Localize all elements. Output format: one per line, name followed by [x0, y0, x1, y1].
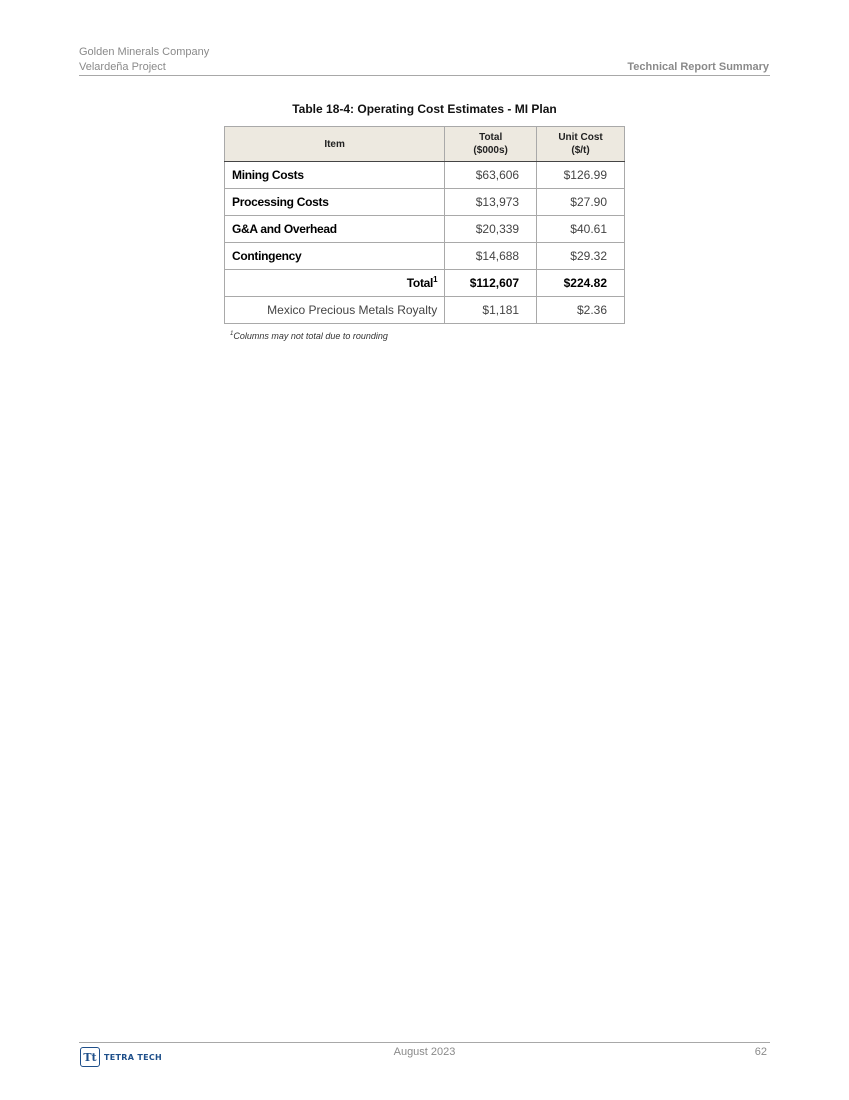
logo-text: TETRA TECH	[104, 1052, 163, 1062]
table-title: Table 18-4: Operating Cost Estimates - MI Plan	[292, 102, 557, 116]
table-row	[225, 162, 625, 189]
total-amount: $112,607	[445, 270, 537, 297]
operating-cost-table	[224, 126, 625, 324]
row-item: Contingency	[225, 243, 445, 270]
footnote-text: Columns may not total due to rounding	[233, 331, 388, 341]
total-row	[225, 270, 625, 297]
table-header-row	[225, 127, 625, 162]
report-type: Technical Report Summary	[627, 61, 769, 73]
column-header-unit-line2: ($/t)	[571, 145, 590, 156]
row-total: $20,339	[445, 216, 537, 243]
row-item: Mining Costs	[225, 162, 445, 189]
column-header-total	[445, 127, 537, 162]
header-left	[79, 45, 209, 74]
project-name: Velardeña Project	[79, 60, 166, 73]
table-row	[225, 243, 625, 270]
column-header-unit-line1: Unit Cost	[558, 132, 603, 143]
footer-divider	[79, 1042, 770, 1043]
row-unit-cost: $40.61	[537, 216, 625, 243]
row-unit-cost: $27.90	[537, 189, 625, 216]
column-header-total-line1: Total	[479, 132, 503, 143]
table-row	[225, 216, 625, 243]
column-header-unit-cost	[537, 127, 625, 162]
column-header-item: Item	[225, 127, 445, 162]
page-number: 62	[754, 1046, 767, 1058]
row-unit-cost: $29.32	[537, 243, 625, 270]
total-footnote-marker: 1	[433, 275, 438, 284]
total-unit-cost: $224.82	[537, 270, 625, 297]
table-row	[225, 189, 625, 216]
royalty-total: $1,181	[445, 297, 537, 324]
table-footnote	[230, 331, 388, 341]
total-label: Total	[406, 276, 434, 290]
tetra-tech-logo-icon: Tt	[80, 1047, 100, 1067]
total-label-cell	[225, 270, 445, 297]
row-item: Processing Costs	[225, 189, 445, 216]
header-divider	[79, 75, 770, 76]
company-name: Golden Minerals Company	[79, 46, 210, 58]
footer-date: August 2023	[393, 1046, 456, 1058]
row-total: $13,973	[445, 189, 537, 216]
royalty-item: Mexico Precious Metals Royalty	[225, 297, 445, 324]
column-header-total-line2: ($000s)	[473, 145, 508, 156]
footnote-marker: 1	[230, 331, 234, 337]
royalty-row	[225, 297, 625, 324]
row-total: $14,688	[445, 243, 537, 270]
royalty-unit-cost: $2.36	[537, 297, 625, 324]
row-item: G&A and Overhead	[225, 216, 445, 243]
row-unit-cost: $126.99	[537, 162, 625, 189]
row-total: $63,606	[445, 162, 537, 189]
